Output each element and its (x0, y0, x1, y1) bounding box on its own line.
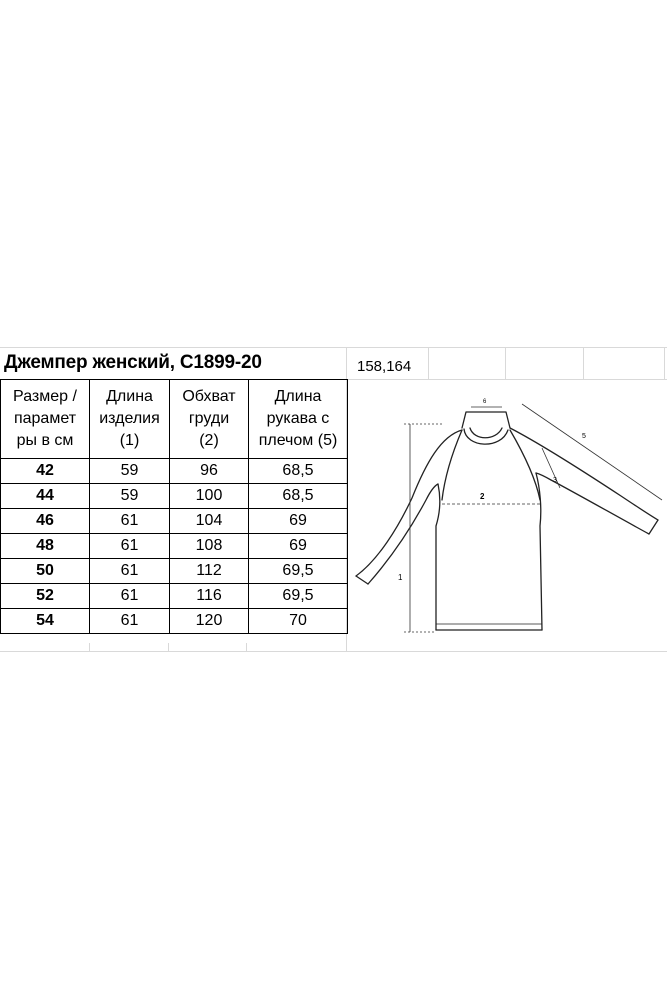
cell-size: 42 (1, 459, 90, 484)
cell-chest: 120 (170, 609, 249, 634)
label-1: 1 (398, 573, 403, 582)
cell-sleeve: 68,5 (249, 484, 348, 509)
table-row (1, 484, 348, 509)
cell-length: 59 (90, 459, 170, 484)
cell-size: 48 (1, 534, 90, 559)
cell-sleeve: 69,5 (249, 584, 348, 609)
cell-sleeve: 69 (249, 534, 348, 559)
table-header-row (1, 380, 348, 459)
label-5: 5 (582, 433, 586, 440)
header-chest: Обхват груди (2) (170, 380, 249, 459)
table-row (1, 509, 348, 534)
table-row (1, 459, 348, 484)
cell-chest: 112 (170, 559, 249, 584)
cell-length: 61 (90, 559, 170, 584)
jumper-outline (356, 412, 658, 630)
header-length: Длина изделия (1) (90, 380, 170, 459)
cell-length: 61 (90, 534, 170, 559)
cell-size: 50 (1, 559, 90, 584)
cell-length: 61 (90, 509, 170, 534)
cell-size: 46 (1, 509, 90, 534)
label-6: 6 (483, 399, 487, 405)
cell-length: 61 (90, 609, 170, 634)
table-row (1, 609, 348, 634)
garment-sketch (346, 388, 664, 640)
cell-length: 59 (90, 484, 170, 509)
label-3: 3 (553, 477, 557, 484)
cell-size: 52 (1, 584, 90, 609)
cell-sleeve: 69,5 (249, 559, 348, 584)
cell-chest: 108 (170, 534, 249, 559)
cell-size: 44 (1, 484, 90, 509)
cell-chest: 96 (170, 459, 249, 484)
measurement-lines (404, 404, 662, 632)
cell-chest: 116 (170, 584, 249, 609)
table-row (1, 584, 348, 609)
cell-sleeve: 70 (249, 609, 348, 634)
cell-sleeve: 68,5 (249, 459, 348, 484)
table-row (1, 559, 348, 584)
table-row (1, 534, 348, 559)
cell-size: 54 (1, 609, 90, 634)
cell-chest: 100 (170, 484, 249, 509)
page-title: Джемпер женский, С1899-20 (4, 352, 262, 373)
label-2: 2 (480, 492, 485, 501)
header-size: Размер / парамет ры в см (1, 380, 90, 459)
cell-chest: 104 (170, 509, 249, 534)
model-code: 158,164 (357, 358, 412, 375)
cell-length: 61 (90, 584, 170, 609)
header-sleeve: Длина рукава с плечом (5) (249, 380, 348, 459)
cell-sleeve: 69 (249, 509, 348, 534)
size-table (0, 379, 348, 634)
